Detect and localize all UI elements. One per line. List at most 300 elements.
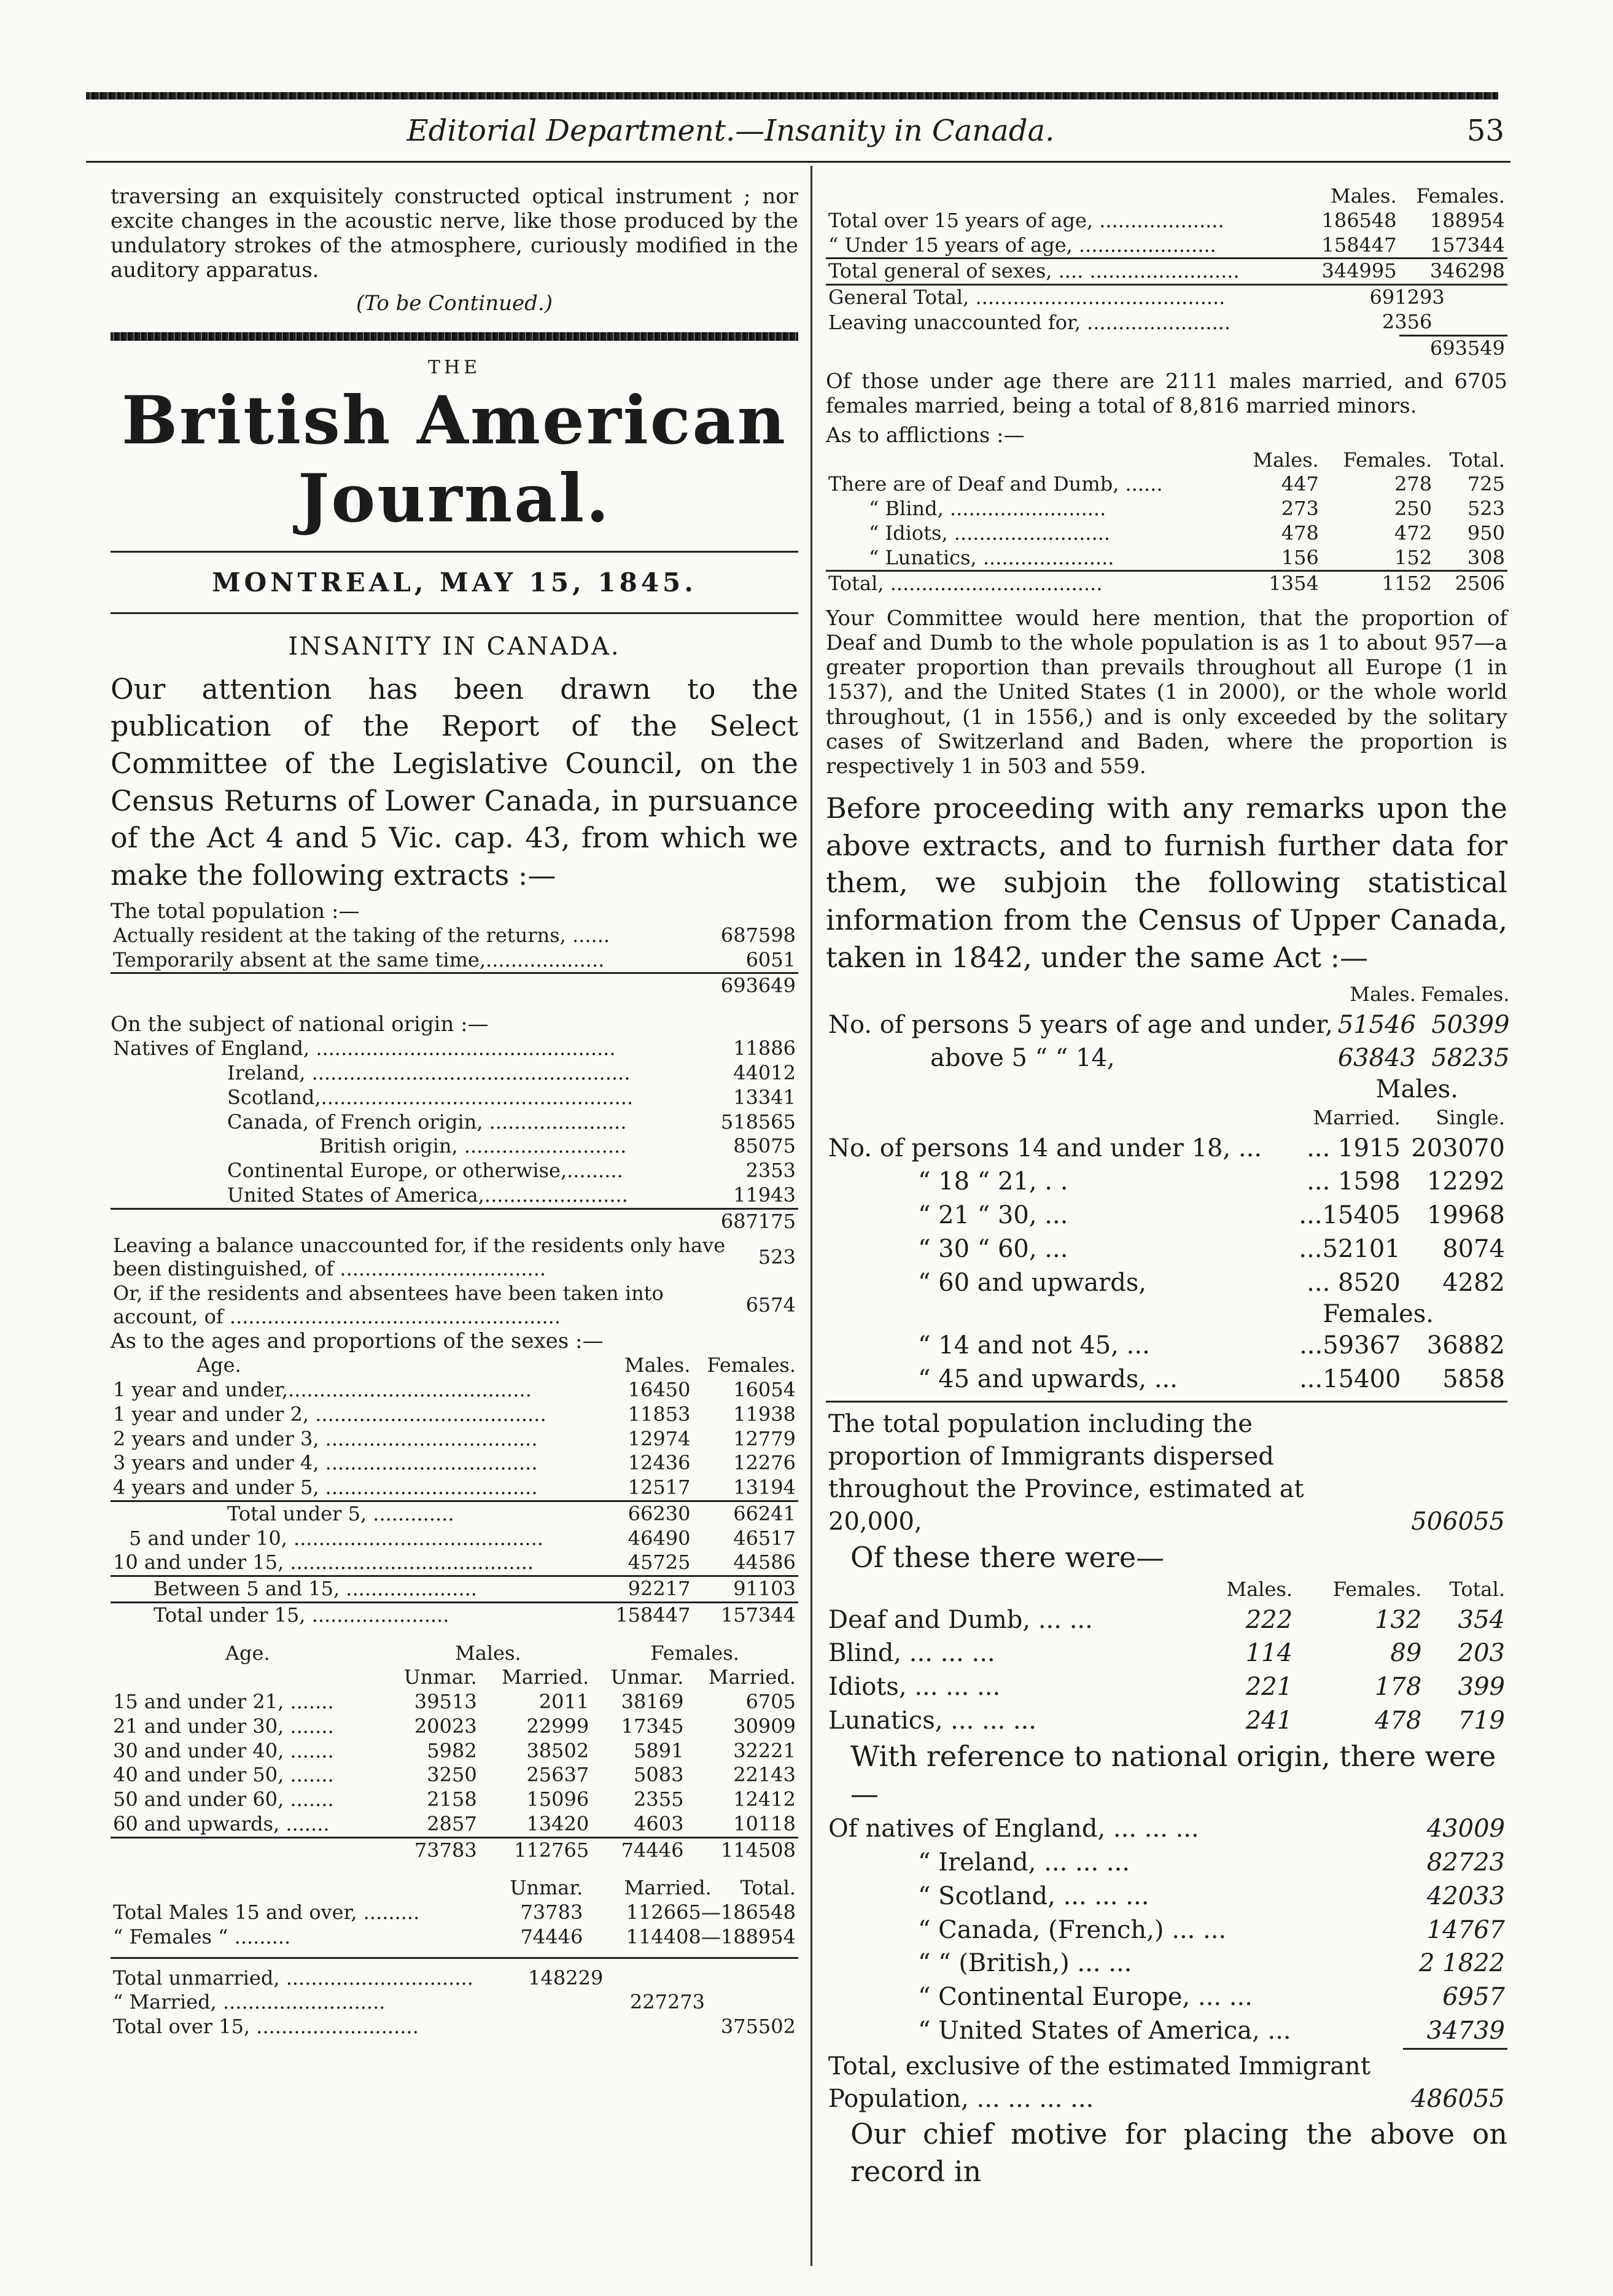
row-value: 518565	[720, 1110, 796, 1134]
cell: 250	[1394, 497, 1432, 521]
before-paragraph: Before proceeding with any remarks upon the above extracts, and to furnish further data for them, we subjoin the following statistical information from the Census of Upper Canada, taken in 1842, under the same Act :—	[826, 791, 1507, 974]
cell: 12517	[628, 1476, 691, 1500]
cell: “ Married, ..........................	[113, 1990, 386, 2014]
cell: ...52101	[1299, 1235, 1401, 1264]
col-header: Males.	[455, 1641, 521, 1665]
cell: 156	[1281, 545, 1319, 569]
cell: Total under 5, .............	[111, 1501, 603, 1526]
table-row	[826, 285, 1507, 310]
table-row	[111, 1812, 798, 1837]
cell: “ 21 “ 30, ...	[918, 1201, 1068, 1230]
cell: ... 1598	[1307, 1167, 1401, 1196]
cell: 241	[1245, 1706, 1293, 1735]
col-header: Females.	[1343, 448, 1432, 472]
cell: 38502	[526, 1738, 589, 1762]
table-row	[826, 2050, 1507, 2116]
cell: 32221	[733, 1738, 796, 1762]
cell: 344995	[1307, 259, 1399, 285]
cell: “ United States of America, ...	[918, 2017, 1291, 2045]
cell: Total under 15, ......................	[111, 1602, 603, 1627]
cell: 719	[1458, 1706, 1505, 1735]
column-separator	[810, 166, 812, 2266]
total-pop-table	[826, 1407, 1507, 1538]
table-row	[111, 1476, 798, 1501]
table-row	[111, 948, 798, 973]
table-header	[111, 1353, 798, 1378]
cell: 447	[1281, 472, 1319, 496]
table-row	[111, 1378, 798, 1403]
table-row	[111, 1061, 798, 1086]
cell: ... 8520	[1307, 1268, 1401, 1297]
cell: 158447	[603, 1602, 693, 1627]
cell: 308	[1467, 545, 1505, 569]
col-header: Married.	[501, 1665, 589, 1689]
pop-total: 693649	[704, 973, 798, 998]
table-row	[826, 1008, 1512, 1042]
dateline: MONTREAL, MAY 15, 1845.	[212, 567, 697, 597]
cell: 10118	[733, 1812, 796, 1835]
cell: 10 and under 15, .......................................	[113, 1551, 534, 1574]
col-header: Total.	[740, 1876, 796, 1900]
cell: 1 year and under 2, .....................................	[113, 1402, 546, 1426]
table-header	[826, 448, 1507, 473]
cell: No. of persons 14 and under 18, ...	[828, 1134, 1262, 1162]
table-row	[111, 1990, 798, 2015]
cell: Between 5 and 15, .....................	[111, 1576, 603, 1603]
cell: 203	[1458, 1639, 1505, 1668]
row-label: Continental Europe, or otherwise,.........	[227, 1159, 623, 1183]
cell: “ “ (British,) ... ...	[918, 1949, 1132, 1978]
cell: Total unmarried, ..............................	[113, 1966, 473, 1990]
table-row	[111, 1901, 798, 1925]
cell: 6705	[745, 1690, 796, 1714]
cell: 40 and under 50, .......	[113, 1763, 334, 1787]
cell: 1152	[1321, 571, 1434, 596]
cell: 34739	[1426, 2017, 1505, 2045]
table-row	[111, 1551, 798, 1576]
cell: “ 45 and upwards, ...	[918, 1364, 1178, 1393]
cell: 221	[1245, 1673, 1293, 1702]
table-row	[826, 1199, 1507, 1232]
cell: 2 years and under 3, ..................................	[113, 1426, 538, 1450]
cell: Blind, ... ... ...	[828, 1639, 995, 1668]
totals-table	[111, 1966, 798, 2039]
table-row	[826, 310, 1507, 335]
cell: General Total, ........................................	[826, 285, 1307, 310]
col-header: Age.	[196, 1353, 241, 1377]
row-label: Leaving a balance unaccounted for, if the residents only have been distinguished, of .................................	[113, 1234, 726, 1281]
cell: “ Continental Europe, ... ...	[918, 1983, 1253, 2012]
total-pop-label: The total population including the proportion of Immigrants dispersed throughout the Province, estimated at 20,000,	[828, 1410, 1304, 1536]
row-label: United States of America,.......................	[227, 1183, 628, 1207]
cell: “ 30 “ 60, ...	[918, 1235, 1068, 1264]
col-header: Total.	[1449, 448, 1505, 472]
cell: 11853	[628, 1402, 691, 1426]
cell: 354	[1458, 1605, 1505, 1634]
cell: 2356	[1382, 309, 1432, 333]
table-row	[826, 1363, 1507, 1396]
ages-heading: As to the ages and proportions of the sexes :—	[111, 1329, 604, 1354]
cell: “ Lunatics, .....................	[869, 545, 1114, 569]
cell: 66241	[693, 1501, 798, 1526]
cell: “ Scotland, ... ... ...	[918, 1882, 1149, 1910]
col-header: Females.	[1420, 983, 1510, 1006]
cell: 114408—188954	[626, 1924, 796, 1948]
col-header: Married.	[1313, 1106, 1401, 1130]
cell: 186548	[1321, 208, 1397, 232]
cell: 12779	[733, 1426, 796, 1450]
origin-table	[111, 1037, 798, 1234]
table-row	[111, 1451, 798, 1476]
table-row	[826, 1947, 1507, 1980]
table-row	[826, 571, 1507, 596]
cell: 46490	[628, 1526, 691, 1550]
row-label: Scotland,..................................................	[227, 1085, 634, 1109]
table-row	[111, 1602, 798, 1627]
col-header: Total.	[1449, 1578, 1505, 1601]
cell: 50399	[1431, 1010, 1510, 1039]
intro-text: traversing an exquisitely constructed optical instrument ; nor excite changes in the acoustic nerve, like those produced by the undulatory strokes of the atmosphere, curiously modified in the auditory apparatus.	[111, 184, 798, 283]
cell: 15 and under 21, .......	[113, 1690, 334, 1714]
cell: ... 1915	[1307, 1134, 1401, 1162]
table-row	[111, 1159, 798, 1183]
cell: 6957	[1442, 1983, 1505, 2012]
cell: Of natives of England, ... ... ...	[828, 1815, 1199, 1843]
cell: 38169	[621, 1690, 684, 1714]
row-value: 11886	[733, 1037, 796, 1060]
committee-text: Your Committee would here mention, that the proportion of Deaf and Dumb to the whole population is as 1 to about 957—a greater proportion than prevails throughout all Europe (1 in 1537), and the United States (1 in 2000), or the whole world throughout, (1 in 1556,) and is only exceeded by the solitary cases of Switzerland and Baden, where the proportion is respectively 1 in 503 and 559.	[826, 606, 1507, 779]
cell: 12276	[733, 1451, 796, 1475]
cell: 13420	[526, 1812, 589, 1835]
cell: “ Ireland, ... ... ...	[918, 1848, 1130, 1877]
table-row	[826, 497, 1507, 521]
cell: 58235	[1431, 1044, 1510, 1073]
cell: 112665—186548	[626, 1901, 796, 1924]
col-header: Age.	[225, 1641, 270, 1665]
cell: 30 and under 40, .......	[113, 1738, 334, 1762]
row-value: 85075	[733, 1134, 796, 1158]
cell: 60 and upwards, .......	[113, 1812, 330, 1835]
cell: 12412	[733, 1788, 796, 1812]
cell: 51546	[1337, 1010, 1416, 1039]
cell: 13194	[733, 1476, 796, 1500]
cell: 8074	[1442, 1235, 1505, 1264]
cell: 19968	[1426, 1201, 1505, 1230]
table-row	[111, 1527, 798, 1551]
cell: 30909	[733, 1714, 796, 1738]
table-row	[111, 1763, 798, 1788]
cell: 5 and under 10, ........................................	[129, 1526, 543, 1550]
table-row	[111, 1837, 798, 1862]
cell: 14767	[1426, 1915, 1505, 1944]
table-row	[826, 2014, 1507, 2048]
origin-ref: With reference to national origin, there were—	[850, 1739, 1496, 1810]
persons-table	[826, 981, 1512, 1075]
cell: 691293	[1307, 285, 1507, 310]
table-row	[111, 1427, 798, 1452]
cell: 203070	[1411, 1134, 1505, 1162]
cell: 1 year and under,.......................................	[113, 1378, 532, 1402]
cell: “ 18 “ 21, . .	[918, 1167, 1068, 1196]
right-column	[826, 184, 1510, 2195]
cell: 73783	[385, 1837, 480, 1862]
cell: No. of persons 5 years of age and under,	[828, 1010, 1333, 1039]
col-header: Females.	[1416, 184, 1505, 208]
table-row	[111, 973, 798, 998]
col-header: Males.	[624, 1353, 691, 1377]
col-header: Females.	[650, 1641, 739, 1665]
table-header	[111, 1876, 798, 1901]
cell: 11938	[733, 1402, 796, 1426]
cell: 132	[1374, 1605, 1422, 1634]
table-row	[826, 1636, 1507, 1670]
cell: 74446	[520, 1924, 583, 1948]
total-pop-value: 506055	[1411, 1507, 1505, 1536]
table-header	[826, 981, 1512, 1008]
cell: Total over 15, ..........................	[113, 2015, 419, 2039]
col-header: Males.	[1226, 1578, 1293, 1601]
cell: 92217	[603, 1576, 693, 1603]
col-header: Unmar.	[403, 1665, 477, 1689]
cell: 91103	[693, 1576, 798, 1603]
row-value: 687598	[720, 923, 796, 947]
cell: ...15400	[1299, 1364, 1401, 1393]
cell: 74446	[591, 1837, 686, 1862]
table-row	[111, 1134, 798, 1159]
cell: 222	[1245, 1605, 1293, 1634]
cell: 16054	[733, 1378, 796, 1402]
cell: 112765	[480, 1837, 592, 1862]
left-column	[111, 184, 798, 2039]
cell: 5858	[1442, 1364, 1505, 1393]
to-be-continued: (To be Continued.)	[356, 291, 553, 316]
cell: 4 years and under 5, ..................................	[113, 1476, 538, 1500]
cell: 12292	[1426, 1167, 1505, 1196]
row-value: 11943	[733, 1183, 796, 1207]
cell: Total, ..................................	[826, 571, 1235, 596]
chief-text: Our chief motive for placing the above on record in	[850, 2117, 1507, 2189]
cell: Total over 15 years of age, ....................	[828, 208, 1224, 232]
row-label: Ireland, ...................................................	[227, 1061, 631, 1085]
sex-table	[826, 184, 1507, 360]
minors-text: Of those under age there are 2111 males married, and 6705 females married, being a total of 8,816 married minors.	[826, 369, 1507, 419]
cell: Total Males 15 and over, .........	[113, 1901, 420, 1924]
table-row	[111, 1714, 798, 1739]
cell: Idiots, ... ... ...	[828, 1673, 1001, 1702]
cell: 114508	[686, 1837, 798, 1862]
table-row	[826, 1704, 1507, 1738]
cell: “ 14 and not 45, ...	[918, 1331, 1150, 1360]
cell: 45725	[628, 1551, 691, 1574]
table-row	[826, 1812, 1507, 1846]
cell: 472	[1394, 521, 1432, 545]
cell: 157344	[693, 1602, 798, 1627]
cell: 152	[1394, 545, 1432, 569]
pop-heading: The total population :—	[111, 898, 360, 924]
cell: “ Blind, .........................	[869, 497, 1106, 521]
cell: Lunatics, ... ... ...	[828, 1706, 1037, 1735]
table-header	[111, 1665, 798, 1690]
row-value: 2353	[745, 1159, 796, 1183]
cell: 43009	[1426, 1815, 1505, 1843]
table-row	[826, 1165, 1507, 1199]
cell: 148229	[528, 1966, 604, 1990]
table-row	[111, 1086, 798, 1110]
table-row	[826, 1913, 1507, 1947]
col-header: Married.	[708, 1665, 796, 1689]
population-table	[111, 924, 798, 998]
cell: 44586	[733, 1551, 796, 1574]
ornament-rule	[111, 332, 798, 341]
cell: 4603	[634, 1812, 684, 1835]
upper-afflictions-table	[826, 1576, 1507, 1737]
cell: 227273	[629, 1990, 705, 2014]
cell: 12974	[628, 1426, 691, 1450]
row-label: Natives of England, ................................................	[113, 1037, 616, 1060]
table-row	[826, 1880, 1507, 1913]
females-table	[826, 1329, 1507, 1396]
these-were: Of these there were—	[850, 1540, 1165, 1574]
row-label: Actually resident at the taking of the returns, ......	[113, 923, 610, 947]
table-row	[826, 1846, 1507, 1880]
cell: “ Canada, (French,) ... ...	[918, 1915, 1227, 1944]
table-row	[826, 335, 1507, 360]
table-row	[826, 472, 1507, 497]
table-header	[826, 1576, 1507, 1603]
cell: 39513	[414, 1690, 477, 1714]
header-rule	[86, 161, 1510, 163]
journal-the: THE	[427, 356, 481, 378]
table-row	[111, 1576, 798, 1603]
cell: 346298	[1399, 259, 1507, 285]
cell: 16450	[628, 1378, 691, 1402]
upper-origin-table	[826, 1812, 1507, 2048]
row-label: British origin, ..........................	[319, 1134, 627, 1158]
journal-title: British American Journal.	[121, 381, 788, 538]
table-row	[826, 1603, 1507, 1637]
cell: There are of Deaf and Dumb, ......	[828, 472, 1163, 496]
cell: 478	[1374, 1706, 1422, 1735]
table-row	[826, 546, 1507, 571]
table-row	[111, 1690, 798, 1714]
age-sex-table	[111, 1353, 798, 1627]
cell: 158447	[1321, 233, 1397, 257]
rule	[111, 551, 798, 553]
cell: 89	[1390, 1639, 1422, 1668]
table-row	[826, 259, 1507, 285]
cell: 278	[1394, 472, 1432, 496]
table-row	[826, 1980, 1507, 2014]
cell: 523	[1467, 497, 1505, 521]
table-row	[111, 1788, 798, 1812]
cell: 17345	[621, 1714, 684, 1738]
cell: 73783	[520, 1901, 583, 1924]
col-header: Single.	[1436, 1106, 1505, 1130]
running-title: Editorial Department.—Insanity in Canada.	[406, 114, 1055, 148]
table-row	[826, 1266, 1507, 1300]
table-row	[826, 233, 1507, 259]
cell: 42033	[1426, 1882, 1505, 1910]
cell: 3 years and under 4, ..................................	[113, 1451, 538, 1475]
row-value: 6051	[745, 948, 796, 971]
table-row	[111, 1739, 798, 1764]
origin-heading: On the subject of national origin :—	[111, 1012, 489, 1037]
table-row	[111, 1501, 798, 1526]
cell: 21 and under 30, .......	[113, 1714, 334, 1738]
cell: above 5 “ “ 14,	[930, 1044, 1115, 1073]
table-row	[111, 1183, 798, 1208]
balance-table	[111, 1234, 798, 1329]
table-row	[826, 1670, 1507, 1704]
exclusive-label: Total, exclusive of the estimated Immigrant Population, ... ... ... ...	[828, 2052, 1370, 2113]
running-header	[86, 107, 1517, 157]
table-row	[111, 1282, 798, 1329]
cell: 114	[1245, 1639, 1293, 1668]
females-label: Females.	[1323, 1299, 1434, 1328]
table-header	[826, 1104, 1507, 1131]
rule	[111, 612, 798, 614]
col-header: Unmar.	[510, 1876, 583, 1900]
table-row	[111, 1037, 798, 1061]
table-header	[111, 1641, 798, 1666]
col-header: Males.	[1350, 983, 1416, 1006]
cell: 22143	[733, 1763, 796, 1787]
cell: 2158	[427, 1788, 477, 1812]
table-row	[826, 521, 1507, 546]
cell: 5982	[427, 1738, 477, 1762]
table-header	[826, 184, 1507, 209]
cell: “ Idiots, .........................	[869, 521, 1111, 545]
exclusive-value: 486055	[1411, 2084, 1505, 2113]
cell: 36882	[1426, 1331, 1505, 1360]
row-label: Temporarily absent at the same time,...................	[113, 948, 605, 971]
col-header: Males.	[1253, 448, 1319, 472]
table-row	[111, 1208, 798, 1234]
cell: Leaving unaccounted for, .......................	[828, 310, 1231, 334]
cell: 5891	[634, 1738, 684, 1762]
table-row	[826, 209, 1507, 233]
lead-paragraph: Our attention has been drawn to the publication of the Report of the Select Committee of the Legislative Council, on the Census Returns of Lower Canada, in pursuance of the Act 4 and 5 Vic. cap. 43, from which we make the following extracts :—	[111, 672, 798, 892]
table-row	[826, 1407, 1507, 1538]
cell: 15096	[526, 1788, 589, 1812]
cell: 2011	[538, 1690, 589, 1714]
cell: 82723	[1426, 1848, 1505, 1877]
cell: 2506	[1434, 571, 1507, 596]
table-row	[111, 1403, 798, 1427]
cell: 2 1822	[1419, 1949, 1505, 1978]
exclusive-table	[826, 2050, 1507, 2116]
row-value: 523	[758, 1245, 796, 1269]
row-label: Or, if the residents and absentees have been taken into account, of .....................................................	[113, 1281, 664, 1328]
table-row	[111, 1966, 798, 1991]
cell: 950	[1467, 521, 1505, 545]
cell: 50 and under 60, .......	[113, 1788, 334, 1812]
table-row	[111, 1925, 798, 1950]
cell: 1354	[1235, 571, 1321, 596]
cell: 4282	[1442, 1268, 1505, 1297]
cell: 478	[1281, 521, 1319, 545]
cell: 22999	[526, 1714, 589, 1738]
table-row	[111, 2015, 798, 2039]
grand-total: 693549	[1399, 335, 1507, 360]
cell: 66230	[603, 1501, 693, 1526]
col-header: Males.	[1331, 184, 1397, 208]
cell: “ Females “ .........	[113, 1924, 291, 1948]
afflict-heading: As to afflictions :—	[826, 423, 1025, 448]
page-number: 53	[1466, 114, 1504, 148]
cell: 3250	[427, 1763, 477, 1787]
cell: ...15405	[1299, 1201, 1401, 1230]
